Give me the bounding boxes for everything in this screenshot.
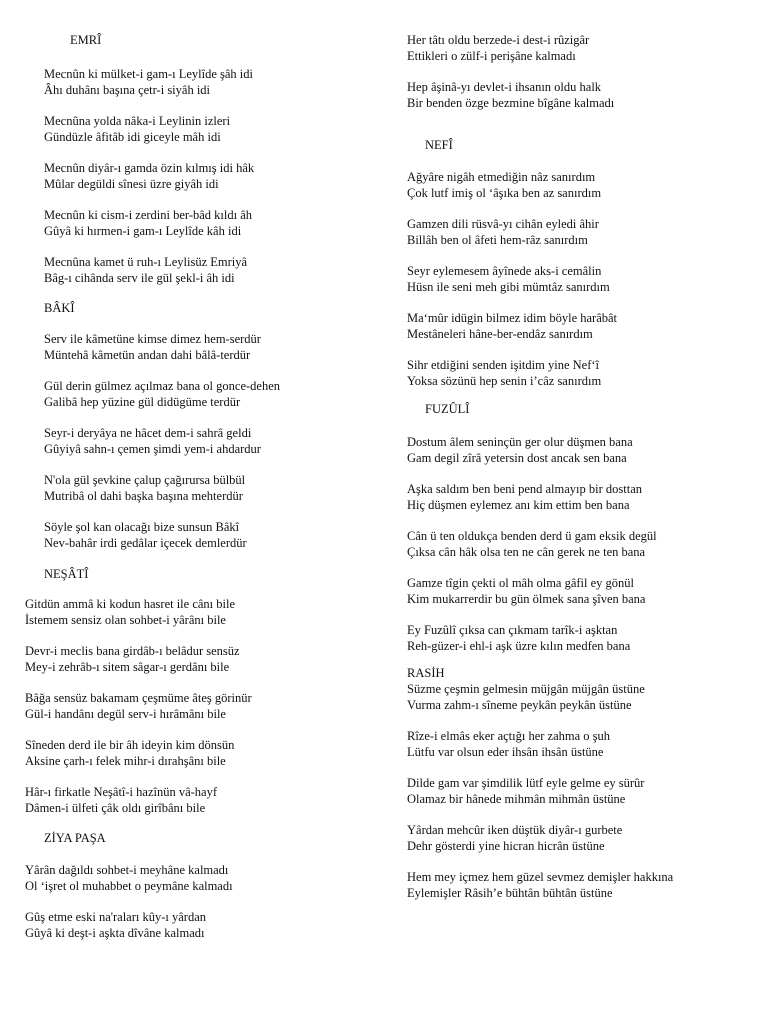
stanza xyxy=(407,681,757,713)
verse-line: Ol ‘işret ol muhabbet o peymâne kalmadı xyxy=(25,879,233,893)
stanza xyxy=(407,434,757,466)
verse-line: Aşka saldım ben beni pend almayıp bir dosttan xyxy=(407,482,643,496)
verse-line: Cân ü ten oldukça benden derd ü gam eksik degül xyxy=(407,529,657,543)
verse-line: Serv ile kâmetüne kimse dimez hem-serdür xyxy=(44,332,261,346)
verse-line: Mecnûn ki mülket-i gam-ı Leylîde şâh idi xyxy=(44,67,253,81)
verse-line: Olamaz bir hânede mihmân mihmân üstüne xyxy=(407,792,626,806)
verse-line: İstemem sensiz olan sohbet-i yârânı bile xyxy=(25,613,226,627)
verse-line: Âhı duhânı başına çetr-i siyâh idi xyxy=(44,83,211,97)
verse-line: Müntehâ kâmetün andan dahi bâlâ-terdür xyxy=(44,348,251,362)
verse-line: Gam degil zîrâ yetersin dost ancak sen bana xyxy=(407,451,627,465)
verse-line: Hüsn ile seni meh gibi mümtâz sanırdım xyxy=(407,280,610,294)
verse-line: Süzme çeşmin gelmesin müjgân müjgân üstüne xyxy=(407,682,645,696)
verse-line: Mutribâ ol dahi başka başına mehterdür xyxy=(44,489,243,503)
verse-line: Ettikleri o zülf-i perişâne kalmadı xyxy=(407,49,576,63)
section-heading-fuzuli: FUZÛLÎ xyxy=(425,402,470,416)
stanza xyxy=(407,310,757,342)
verse-line: Galibâ hep yüzine gül didügüme terdür xyxy=(44,395,241,409)
verse-line: Gül derin gülmez açılmaz bana ol gonce-dehen xyxy=(44,379,281,393)
verse-line: Mecnûna yolda nâka-i Leylinin izleri xyxy=(44,114,231,128)
verse-line: Aksine çarh-ı felek mihr-i dırahşânı bile xyxy=(25,754,226,768)
verse-line: Mey-i zehrâb-ı sitem sâgar-ı gerdânı bile xyxy=(25,660,230,674)
verse-line: Mecnûna kamet ü ruh-ı Leylisüz Emriyâ xyxy=(44,255,248,269)
verse-line: Bâg-ı cihânda serv ile gül şekl-i âh idi xyxy=(44,271,235,285)
verse-line: Vurma zahm-ı sîneme peykân peykân üstüne xyxy=(407,698,632,712)
stanza xyxy=(407,575,757,607)
stanza xyxy=(0,643,390,675)
verse-line: Gûş etme eski na'raları kûy-ı yârdan xyxy=(25,910,207,924)
stanza xyxy=(0,113,390,145)
stanza xyxy=(0,331,390,363)
verse-line: Seyr eylemesem âyînede aks-i cemâlin xyxy=(407,264,602,278)
stanza xyxy=(407,263,757,295)
verse-line: Dehr gösterdi yine hicran hicrân üstüne xyxy=(407,839,605,853)
verse-line: Çok lutf imiş ol ‘âşıka ben az sanırdım xyxy=(407,186,602,200)
verse-line: Yârân dağıldı sohbet-i meyhâne kalmadı xyxy=(25,863,229,877)
verse-line: Söyle şol kan olacağı bize sunsun Bâkî xyxy=(44,520,240,534)
stanza xyxy=(407,869,757,901)
stanza xyxy=(407,32,757,64)
stanza xyxy=(0,378,390,410)
verse-line: Bâğa sensüz bakamam çeşmüme âteş görinür xyxy=(25,691,252,705)
stanza xyxy=(407,79,757,111)
verse-line: Gündüzle âfitâb idi giceyle mâh idi xyxy=(44,130,221,144)
stanza xyxy=(407,728,757,760)
verse-line: Gamze tîgin çekti ol mâh olma gâfil ey gönül xyxy=(407,576,635,590)
stanza xyxy=(407,528,757,560)
verse-line: Billâh ben ol âfeti hem-râz sanırdım xyxy=(407,233,588,247)
left-column xyxy=(0,32,390,941)
verse-line: Eylemişler Râsih’e bühtân bühtân üstüne xyxy=(407,886,613,900)
verse-line: Rîze-i elmâs eker açtığı her zahma o şuh xyxy=(407,729,611,743)
verse-line: Mestâneleri hâne-ber-endâz sanırdım xyxy=(407,327,593,341)
verse-line: Ağyâre nigâh etmediğin nâz sanırdım xyxy=(407,170,596,184)
verse-line: Mecnûn ki cism-i zerdini ber-bâd kıldı âh xyxy=(44,208,253,222)
verse-line: Ey Fuzûlî çıksa can çıkmam tarîk-i aşktan xyxy=(407,623,618,637)
stanza xyxy=(0,519,390,551)
verse-line: Dilde gam var şimdilik lütf eyle gelme ey sürûr xyxy=(407,776,645,790)
verse-line: Devr-i meclis bana girdâb-ı belâdur sensüz xyxy=(25,644,240,658)
verse-line: Çıksa cân hâk olsa ten ne cân gerek ne ten bana xyxy=(407,545,646,559)
section-heading-ziya-pasa: ZİYA PAŞA xyxy=(44,831,106,845)
verse-line: Dostum âlem seninçün ger olur düşmen bana xyxy=(407,435,633,449)
verse-line: Hem mey içmez hem güzel sevmez demişler hakkına xyxy=(407,870,674,884)
verse-line: Sihr etdiğini senden işitdim yine Nef‘î xyxy=(407,358,599,372)
stanza xyxy=(407,169,757,201)
stanza xyxy=(0,425,390,457)
stanza xyxy=(0,784,390,816)
verse-line: Gûyâ ki deşt-i aşkta dîvâne kalmadı xyxy=(25,926,205,940)
stanza xyxy=(0,66,390,98)
verse-line: Mecnûn diyâr-ı gamda özin kılmış idi hâk xyxy=(44,161,255,175)
stanza xyxy=(407,822,757,854)
stanza xyxy=(0,690,390,722)
verse-line: Nev-bahâr irdi gedâlar içecek demlerdür xyxy=(44,536,247,550)
verse-line: Reh-güzer-i ehl-i aşk üzre kılın medfen bana xyxy=(407,639,631,653)
stanza xyxy=(407,216,757,248)
verse-line: Ma‘mûr idügin bilmez idim böyle harâbât xyxy=(407,311,618,325)
verse-line: Sîneden derd ile bir âh ideyin kim dönsün xyxy=(25,738,235,752)
verse-line: Her tâtı oldu berzede-i dest-i rûzigâr xyxy=(407,33,590,47)
verse-line: Yoksa sözünü hep senin i’câz sanırdım xyxy=(407,374,602,388)
verse-line: Mûlar degüldi sînesi üzre giyâh idi xyxy=(44,177,219,191)
section-heading-emri: EMRÎ xyxy=(70,33,102,47)
verse-line: Gûyiyâ sahn-ı çemen şimdi yem-i ahdardur xyxy=(44,442,261,456)
stanza xyxy=(0,160,390,192)
right-column xyxy=(407,32,757,901)
stanza xyxy=(0,596,390,628)
verse-line: Seyr-i deryâya ne hâcet dem-i sahrâ geldi xyxy=(44,426,252,440)
section-heading-nesati: NEŞÂTÎ xyxy=(44,567,89,581)
stanza xyxy=(0,737,390,769)
verse-line: Hiç düşmen eylemez anı kim ettim ben bana xyxy=(407,498,630,512)
verse-line: Gül-i handânı degül serv-i hırâmânı bile xyxy=(25,707,226,721)
verse-line: Gûyâ ki hırmen-i gam-ı Leylîde kâh idi xyxy=(44,224,242,238)
stanza xyxy=(0,909,390,941)
stanza xyxy=(0,472,390,504)
stanza xyxy=(0,207,390,239)
verse-line: Hâr-ı firkatle Neşâtî-i hazînün vâ-hayf xyxy=(25,785,218,799)
stanza xyxy=(407,481,757,513)
verse-line: Yârdan mehcûr iken düştük diyâr-ı gurbete xyxy=(407,823,623,837)
verse-line: Lütfu var olsun eder ihsân ihsân üstüne xyxy=(407,745,604,759)
stanza xyxy=(407,775,757,807)
stanza xyxy=(407,357,757,389)
verse-line: Hep âşinâ-yı devlet-i ihsanın oldu halk xyxy=(407,80,602,94)
stanza xyxy=(0,254,390,286)
verse-line: Kim mukarrerdir bu gün ölmek sana şîven bana xyxy=(407,592,646,606)
verse-line: Bir benden özge bezmine bîgâne kalmadı xyxy=(407,96,615,110)
verse-line: Gitdün ammâ ki kodun hasret ile cânı bile xyxy=(25,597,236,611)
verse-line: N'ola gül şevkine çalup çağırursa bülbül xyxy=(44,473,246,487)
verse-line: Dâmen-i ülfeti çâk oldı girîbânı bile xyxy=(25,801,206,815)
stanza xyxy=(0,862,390,894)
stanza xyxy=(407,622,757,654)
section-heading-nefi: NEFÎ xyxy=(425,138,453,152)
section-heading-baki: BÂKÎ xyxy=(44,301,75,315)
verse-line: Gamzen dili rüsvâ-yı cihân eyledi âhir xyxy=(407,217,599,231)
section-heading-rasih: RASİH xyxy=(407,666,445,680)
